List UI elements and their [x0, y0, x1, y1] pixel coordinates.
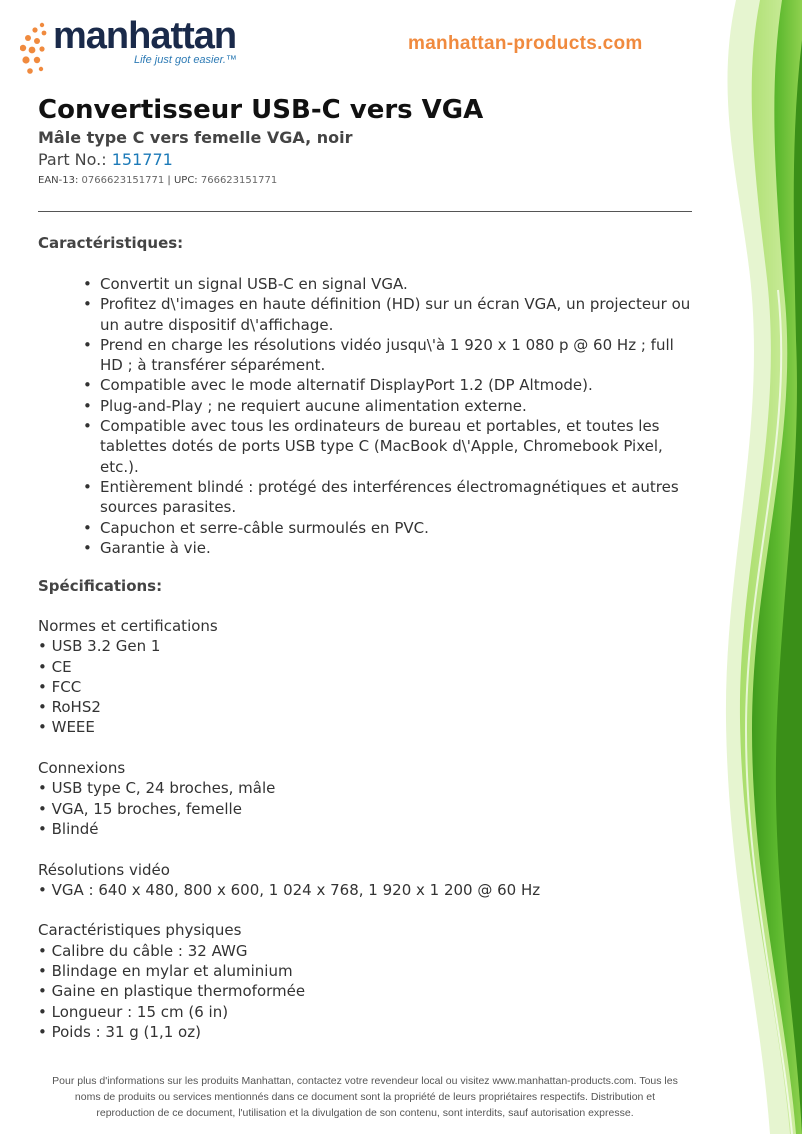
bullet-icon: • — [83, 417, 92, 436]
bullet-icon: • — [83, 275, 92, 293]
manhattan-logo[interactable] — [20, 14, 250, 70]
logo-tagline: Life just got easier.™ — [134, 54, 237, 66]
spec-group — [38, 920, 698, 1042]
upc-label: | UPC: — [164, 175, 201, 186]
spec-group-title: Connexions — [38, 759, 126, 778]
upc-value: 766623151771 — [200, 175, 278, 186]
product-title: Convertisseur USB-C vers VGA — [38, 95, 484, 125]
website-link[interactable]: manhattan-products.com — [408, 33, 643, 54]
feature-text: Convertit un signal USB-C en signal VGA. — [100, 275, 408, 293]
bullet-icon: • — [83, 396, 92, 415]
feature-item — [38, 294, 698, 335]
spec-item: • USB type C, 24 broches, mâle — [38, 779, 276, 798]
spec-group-title: Normes et certifications — [38, 617, 218, 635]
spec-item: • WEEE — [38, 718, 95, 737]
feature-text: Profitez d\'images en haute définition (HD) sur un écran VGA, un projecteur ou un autre dispositif d\'affichage. — [100, 295, 691, 334]
features-heading: Caractéristiques: — [38, 234, 184, 252]
spec-item: • Poids : 31 g (1,1 oz) — [38, 1022, 201, 1041]
feature-text: Plug-and-Play ; ne requiert aucune alimentation externe. — [100, 396, 527, 415]
bullet-icon: • — [83, 518, 92, 537]
bullet-icon: • — [83, 295, 92, 314]
logo-wordmark: manhattan — [53, 15, 237, 57]
spec-item: • Longueur : 15 cm (6 in) — [38, 1002, 229, 1021]
feature-item — [38, 375, 698, 395]
spec-item: • RoHS2 — [38, 698, 101, 717]
bullet-icon: • — [83, 538, 92, 557]
product-codes — [38, 175, 277, 186]
spec-item: • Blindé — [38, 819, 99, 838]
feature-text: Garantie à vie. — [100, 538, 211, 557]
product-subtitle: Mâle type C vers femelle VGA, noir — [38, 128, 353, 147]
feature-item — [38, 518, 698, 538]
spec-group-title: Résolutions vidéo — [38, 860, 170, 879]
features-list — [38, 274, 698, 558]
specs-section — [38, 616, 698, 1063]
footer-line: Pour plus d'informations sur les produits Manhattan, contactez votre revendeur local ou visitez www.manhattan-products.com. Tous les — [52, 1075, 678, 1087]
bullet-icon: • — [83, 376, 92, 395]
feature-text: Capuchon et serre-câble surmoulés en PVC. — [100, 518, 429, 537]
feature-item — [38, 477, 698, 518]
spec-item: • CE — [38, 657, 72, 676]
spec-item: • Blindage en mylar et aluminium — [38, 962, 293, 981]
feature-text: Compatible avec le mode alternatif DisplayPort 1.2 (DP Altmode). — [100, 376, 593, 395]
footer-line: noms de produits ou services mentionnés dans ce document sont la propriété de leurs propriétaires respectifs. Distribution et — [74, 1091, 656, 1103]
spec-item: • Gaine en plastique thermoformée — [38, 982, 306, 1001]
spec-group-title: Caractéristiques physiques — [38, 921, 242, 940]
feature-item — [38, 335, 698, 376]
feature-item — [38, 538, 698, 558]
spec-item: • VGA, 15 broches, femelle — [38, 799, 242, 818]
feature-text: Entièrement blindé : protégé des interférences électromagnétiques et autres sources parasites. — [100, 477, 679, 517]
spec-group — [38, 758, 698, 839]
spec-item: • VGA : 640 x 480, 800 x 600, 1 024 x 768, 1 920 x 1 200 @ 60 Hz — [38, 880, 541, 899]
feature-item — [38, 274, 698, 294]
bullet-icon: • — [83, 477, 92, 496]
spec-item: • USB 3.2 Gen 1 — [38, 637, 161, 656]
feature-text: Prend en charge les résolutions vidéo jusqu\'à 1 920 x 1 080 p @ 60 Hz ; full HD ; à transférer séparément. — [100, 335, 674, 375]
bullet-icon: • — [83, 335, 92, 354]
spec-item: • Calibre du câble : 32 AWG — [38, 941, 248, 960]
spec-group — [38, 860, 698, 901]
part-number-label: Part No.: — [38, 150, 112, 169]
ean-value: 0766623151771 — [81, 175, 165, 186]
part-number-value: 151771 — [111, 150, 173, 169]
feature-item — [38, 416, 698, 477]
part-number — [38, 150, 173, 169]
footer-line: reproduction de ce document, l'utilisation et la divulgation de son contenu, sont interdits, sauf autorisation expresse. — [96, 1107, 634, 1119]
feature-item — [38, 396, 698, 416]
feature-text: Compatible avec tous les ordinateurs de bureau et portables, et toutes les tablettes dotés de ports USB type C (MacBook d\'Apple, Chromebook Pixel, etc.). — [100, 417, 663, 476]
specs-heading: Spécifications: — [38, 577, 163, 595]
footer-disclaimer — [38, 1073, 692, 1121]
divider — [38, 211, 692, 212]
spec-item: • FCC — [38, 677, 82, 696]
spec-group — [38, 616, 698, 738]
logo-dots-icon — [20, 22, 54, 74]
ean-label: EAN-13: — [38, 175, 82, 186]
